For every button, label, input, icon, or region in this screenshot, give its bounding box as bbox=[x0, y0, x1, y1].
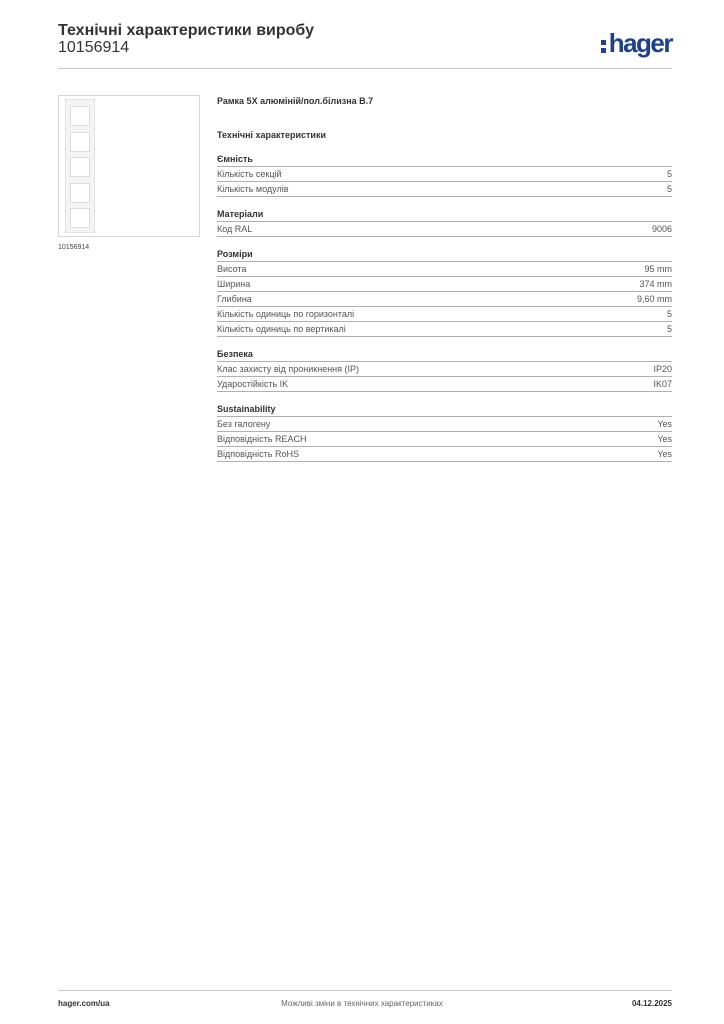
footer-website[interactable]: hager.com/ua bbox=[58, 999, 110, 1008]
spec-value: IP20 bbox=[653, 364, 672, 374]
spec-value: 5 bbox=[666, 324, 672, 334]
frame-slot bbox=[70, 132, 90, 152]
image-caption: 10156914 bbox=[58, 244, 90, 251]
frame-picture-icon bbox=[65, 99, 95, 233]
spec-section bbox=[217, 208, 672, 237]
spec-label: Кількість одиниць по горизонталі bbox=[217, 309, 355, 319]
spec-value: 374 mm bbox=[639, 279, 672, 289]
spec-row bbox=[217, 377, 672, 392]
spec-value: 5 bbox=[666, 184, 672, 194]
spec-value: Yes bbox=[657, 434, 672, 444]
spec-label: Кількість модулів bbox=[217, 184, 289, 194]
spec-label: Відповідність REACH bbox=[217, 434, 307, 444]
footer-divider bbox=[58, 990, 672, 991]
spec-value: 5 bbox=[666, 309, 672, 319]
spec-value: 5 bbox=[666, 169, 672, 179]
spec-row bbox=[217, 182, 672, 197]
spec-section bbox=[217, 248, 672, 337]
tech-heading: Технічні характеристики bbox=[217, 130, 326, 140]
section-title: Ємність bbox=[217, 153, 672, 167]
spec-value: 95 mm bbox=[644, 264, 672, 274]
frame-slot bbox=[70, 106, 90, 126]
section-title: Безпека bbox=[217, 348, 672, 362]
spec-label: Без галогену bbox=[217, 419, 271, 429]
spec-label: Відповідність RoHS bbox=[217, 449, 299, 459]
logo-text: hager bbox=[608, 28, 672, 58]
spec-content bbox=[217, 95, 672, 473]
spec-row bbox=[217, 277, 672, 292]
logo-dots-icon bbox=[601, 37, 606, 54]
spec-row bbox=[217, 447, 672, 462]
spec-row bbox=[217, 322, 672, 337]
footer-date: 04.12.2025 bbox=[631, 999, 672, 1008]
spec-label: Код RAL bbox=[217, 224, 253, 234]
section-title: Розміри bbox=[217, 248, 672, 262]
spec-label: Кількість одиниць по вертикалі bbox=[217, 324, 346, 334]
spec-value: 9006 bbox=[651, 224, 672, 234]
spec-row bbox=[217, 417, 672, 432]
product-image bbox=[58, 95, 200, 237]
spec-value: Yes bbox=[657, 449, 672, 459]
header-divider bbox=[58, 68, 672, 69]
spec-row bbox=[217, 262, 672, 277]
spec-section bbox=[217, 153, 672, 197]
spec-section bbox=[217, 348, 672, 392]
hager-logo bbox=[601, 28, 672, 59]
spec-sections bbox=[217, 153, 672, 462]
spec-label: Клас захисту від проникнення (IP) bbox=[217, 364, 360, 374]
spec-label: Ширина bbox=[217, 279, 251, 289]
spec-value: IK07 bbox=[653, 379, 672, 389]
section-title: Матеріали bbox=[217, 208, 672, 222]
spec-row bbox=[217, 222, 672, 237]
page-title: Технічні характеристики виробу bbox=[58, 22, 314, 39]
frame-slot bbox=[70, 157, 90, 177]
spec-label: Кількість секцій bbox=[217, 169, 282, 179]
spec-label: Висота bbox=[217, 264, 247, 274]
product-name: Рамка 5X алюміній/пол.білизна B.7 bbox=[217, 96, 374, 106]
spec-value: 9,60 mm bbox=[636, 294, 672, 304]
spec-section bbox=[217, 403, 672, 462]
spec-row bbox=[217, 362, 672, 377]
product-code: 10156914 bbox=[58, 39, 130, 56]
spec-row bbox=[217, 307, 672, 322]
spec-row bbox=[217, 167, 672, 182]
spec-label: Глибина bbox=[217, 294, 252, 304]
spec-row bbox=[217, 292, 672, 307]
spec-label: Ударостійкість IK bbox=[217, 379, 289, 389]
frame-slot bbox=[70, 208, 90, 228]
spec-value: Yes bbox=[657, 419, 672, 429]
spec-row bbox=[217, 432, 672, 447]
footer-note: Можливі зміни в технічних характеристиках bbox=[281, 999, 443, 1008]
frame-slot bbox=[70, 183, 90, 203]
section-title: Sustainability bbox=[217, 403, 672, 417]
